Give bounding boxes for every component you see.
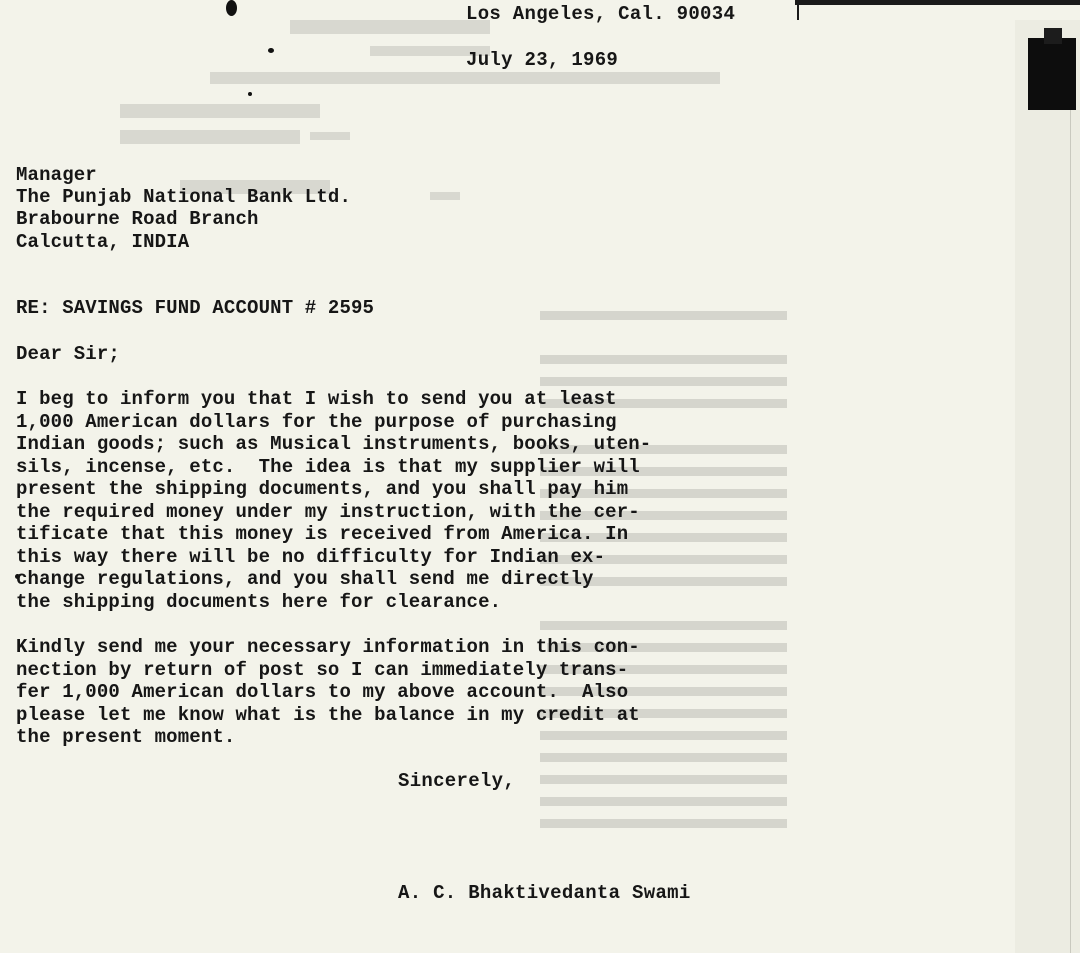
bleed-through-letterhead (110, 20, 730, 210)
paragraph-line: Kindly send me your necessary information in this con- (16, 636, 640, 658)
paragraph-line: I beg to inform you that I wish to send you at least (16, 388, 617, 410)
paragraph-line: change regulations, and you shall send me directly (16, 568, 594, 590)
paragraph-line: Indian goods; such as Musical instruments, books, uten- (16, 433, 652, 455)
letter-date: July 23, 1969 (466, 49, 619, 71)
edge-ink-mark-small (1044, 28, 1062, 44)
paragraph-line: this way there will be no difficulty for Indian ex- (16, 546, 606, 568)
paragraph-line: nection by return of post so I can immediately trans- (16, 659, 629, 681)
paragraph-line: sils, incense, etc. The idea is that my supplier will (16, 456, 640, 478)
paragraph-line: please let me know what is the balance in my credit at (16, 704, 640, 726)
top-border-tick (797, 4, 799, 20)
paragraph-line: the shipping documents here for clearance. (16, 591, 502, 613)
ink-blot (226, 0, 237, 16)
recipient-line: Manager (16, 164, 97, 186)
top-border-line (795, 0, 1080, 5)
recipient-line: The Punjab National Bank Ltd. (16, 186, 352, 208)
closing: Sincerely, (398, 770, 516, 792)
sender-city-line: Los Angeles, Cal. 90034 (466, 3, 736, 25)
paragraph-line: tificate that this money is received from America. In (16, 523, 629, 545)
paragraph-line: the present moment. (16, 726, 236, 748)
paragraph-line: the required money under my instruction, with the cer- (16, 501, 640, 523)
paragraph-line: present the shipping documents, and you shall pay him (16, 478, 629, 500)
paragraph-line: fer 1,000 American dollars to my above account. Also (16, 681, 629, 703)
page-edge-line (1070, 100, 1071, 953)
signature-name: A. C. Bhaktivedanta Swami (398, 882, 691, 904)
salutation: Dear Sir; (16, 343, 120, 365)
recipient-line: Brabourne Road Branch (16, 208, 259, 230)
paragraph-line: 1,000 American dollars for the purpose of purchasing (16, 411, 617, 433)
subject-line: RE: SAVINGS FUND ACCOUNT # 2595 (16, 297, 375, 319)
recipient-line: Calcutta, INDIA (16, 231, 190, 253)
edge-ink-mark (1028, 38, 1076, 110)
